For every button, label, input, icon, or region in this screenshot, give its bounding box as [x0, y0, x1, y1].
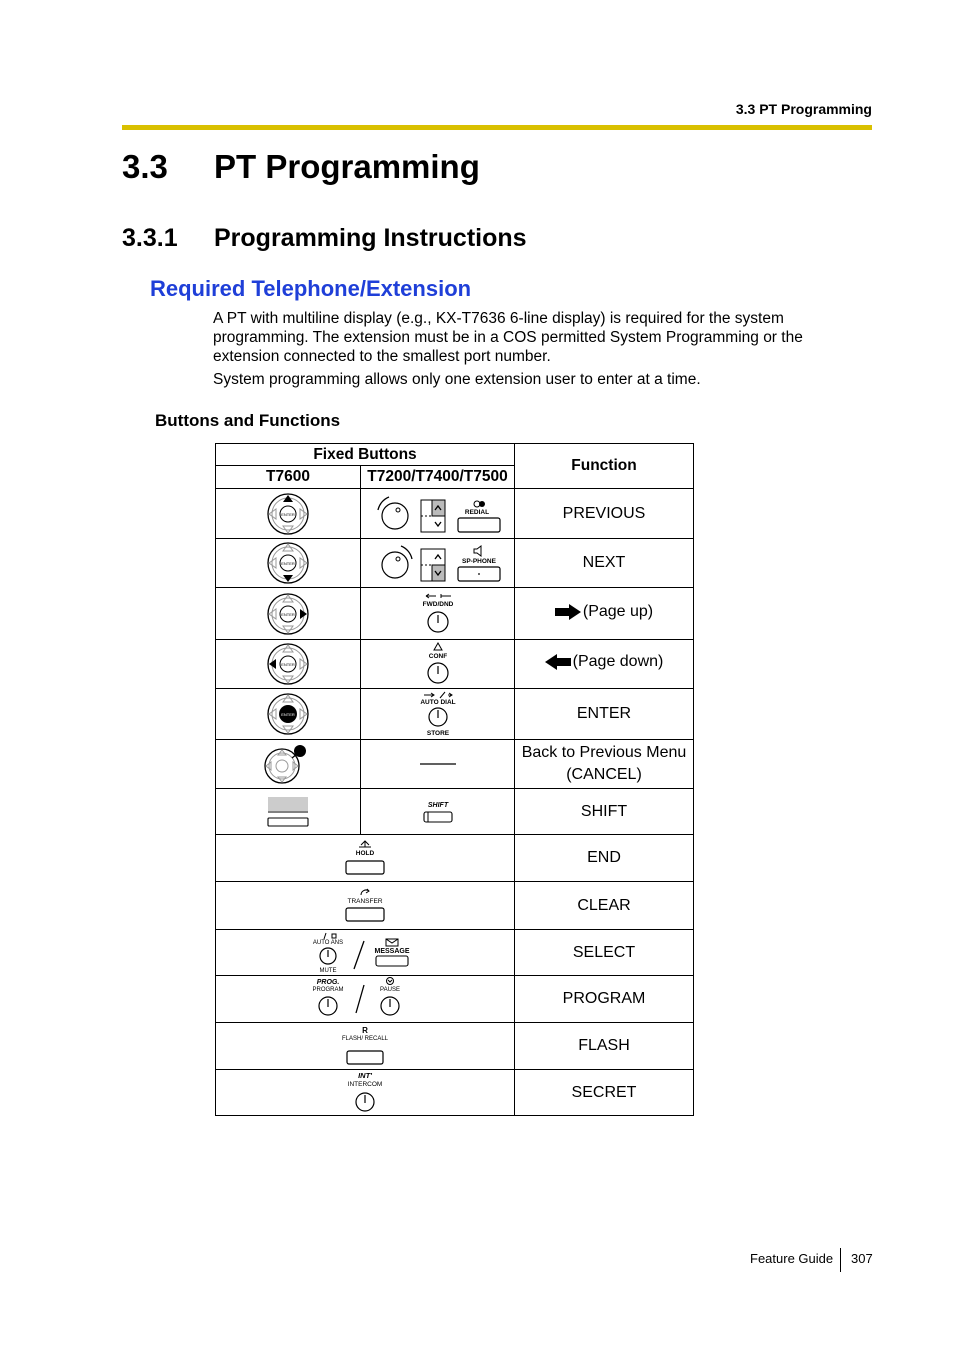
t7200-cell	[361, 588, 515, 640]
navigator-down-icon	[266, 541, 310, 585]
fwd-dnd-text: FWD/DND	[422, 600, 453, 608]
transfer-text: TRANSFER	[347, 897, 383, 905]
table-row	[216, 689, 694, 740]
navigator-up-icon	[266, 492, 310, 536]
navigator-right-icon	[266, 592, 310, 636]
function-next: NEXT	[515, 539, 694, 588]
enter-text: ENTER	[281, 712, 295, 717]
required-paragraph-2: System programming allows only one extension user to enter at a time.	[213, 371, 701, 388]
t7600-cell	[216, 539, 361, 588]
conf-button-icon	[408, 642, 468, 686]
shift-button-icon	[408, 797, 468, 827]
auto-ans-text: AUTO ANS	[312, 939, 344, 946]
intercom-button-icon	[335, 1071, 395, 1115]
function-previous: PREVIOUS	[515, 489, 694, 539]
function-shift: SHIFT	[515, 789, 694, 835]
section-heading	[122, 148, 480, 186]
function-page-up: (Page up)	[582, 602, 654, 620]
navigator-cancel-icon	[258, 742, 318, 786]
section-number: 3.3	[122, 148, 168, 185]
function-enter: ENTER	[515, 689, 694, 740]
pause-text: PAUSE	[380, 987, 400, 993]
required-paragraph-1: A PT with multiline display (e.g., KX-T7636 6-line display) is required for the system programming. The extension must be in a COS permitted System Programming or the extension connected to the smallest port number.	[213, 310, 803, 365]
fwd-dnd-button-icon	[408, 592, 468, 636]
t7600-cell	[216, 789, 361, 835]
table-row	[216, 976, 694, 1023]
table-row	[216, 1023, 694, 1070]
enter-text: ENTER	[281, 561, 295, 566]
flash-recall-button-icon	[335, 1024, 395, 1068]
function-select: SELECT	[515, 930, 694, 976]
enter-text: ENTER	[281, 611, 295, 617]
conf-text: CONF	[428, 653, 447, 660]
jog-dial-sp-phone-icon	[373, 541, 503, 585]
page-number: 307	[851, 1251, 873, 1266]
enter-text: ENTER	[281, 662, 295, 667]
enter-text: ENTER	[281, 511, 295, 517]
arrow-left-icon	[545, 654, 571, 670]
col-function: Function	[515, 444, 694, 489]
sp-phone-text: SP-PHONE	[461, 558, 496, 565]
navigator-left-icon	[266, 642, 310, 686]
table-row	[216, 882, 694, 930]
t7600-cell	[216, 489, 361, 539]
function-program: PROGRAM	[515, 976, 694, 1023]
t7600-cell	[216, 740, 361, 789]
transfer-button-icon	[335, 885, 395, 927]
t7200-cell	[361, 689, 515, 740]
int-text: INT'	[358, 1070, 372, 1080]
shift-text: SHIFT	[427, 801, 448, 809]
flash-recall-text: FLASH/ RECALL	[341, 1036, 389, 1042]
table-row	[216, 640, 694, 689]
jog-dial-redial-icon	[373, 492, 503, 536]
intercom-text: INTERCOM	[347, 1080, 383, 1088]
buttons-table	[215, 443, 694, 1116]
function-flash: FLASH	[515, 1023, 694, 1070]
header-rule	[122, 125, 872, 130]
buttons-heading: Buttons and Functions	[155, 411, 341, 430]
arrow-right-icon	[555, 604, 581, 620]
fixed-button-cell	[216, 976, 515, 1023]
message-text: MESSAGE	[374, 947, 410, 955]
prog-text: PROG.	[316, 979, 340, 986]
function-page-down: (Page down)	[572, 653, 664, 670]
table-row	[216, 588, 694, 640]
t7200-cell	[361, 740, 515, 789]
col-t7200: T7200/T7400/T7500	[361, 466, 515, 489]
footer-label: Feature Guide	[750, 1251, 834, 1266]
function-cancel: Back to Previous Menu (CANCEL)	[515, 740, 694, 789]
subsection-heading	[122, 224, 527, 253]
program-text: PROGRAM	[312, 987, 344, 993]
fixed-button-cell	[216, 1070, 515, 1116]
col-t7600: T7600	[216, 466, 361, 489]
table-row	[216, 789, 694, 835]
t7200-cell	[361, 789, 515, 835]
t7200-cell	[361, 539, 515, 588]
auto-ans-mute-message-icon	[310, 931, 420, 975]
auto-dial-text: AUTO DIAL	[419, 699, 456, 706]
t7600-cell	[216, 588, 361, 640]
program-pause-icon	[310, 977, 420, 1021]
fixed-button-cell	[216, 882, 515, 930]
hold-button-icon	[335, 837, 395, 879]
r-text: R	[362, 1026, 368, 1035]
footer-separator	[840, 1248, 841, 1272]
fixed-button-cell	[216, 930, 515, 976]
col-fixed-buttons: Fixed Buttons	[216, 444, 515, 466]
table-row	[216, 740, 694, 789]
auto-dial-store-button-icon	[408, 691, 468, 737]
function-clear: CLEAR	[515, 882, 694, 930]
navigator-enter-icon	[266, 692, 310, 736]
section-title: PT Programming	[214, 148, 480, 185]
function-page-up-cell	[515, 588, 694, 640]
function-end: END	[515, 835, 694, 882]
subsection-number: 3.3.1	[122, 224, 178, 252]
fixed-button-cell	[216, 835, 515, 882]
function-page-down-cell	[515, 640, 694, 689]
mute-text: MUTE	[319, 967, 337, 974]
t7600-cell	[216, 640, 361, 689]
table-row	[216, 489, 694, 539]
t7600-cell	[216, 689, 361, 740]
shift-key-icon	[263, 794, 313, 830]
table-row	[216, 539, 694, 588]
fixed-button-cell	[216, 1023, 515, 1070]
table-row	[216, 930, 694, 976]
t7200-cell	[361, 489, 515, 539]
not-available-dash	[418, 759, 458, 769]
t7200-cell	[361, 640, 515, 689]
table-row	[216, 835, 694, 882]
function-secret: SECRET	[515, 1070, 694, 1116]
redial-text: REDIAL	[464, 508, 489, 516]
hold-text: HOLD	[355, 850, 375, 857]
table-row	[216, 1070, 694, 1116]
required-heading: Required Telephone/Extension	[150, 276, 472, 301]
running-header: 3.3 PT Programming	[735, 101, 872, 117]
store-text: STORE	[426, 730, 449, 737]
subsection-title: Programming Instructions	[214, 224, 527, 252]
